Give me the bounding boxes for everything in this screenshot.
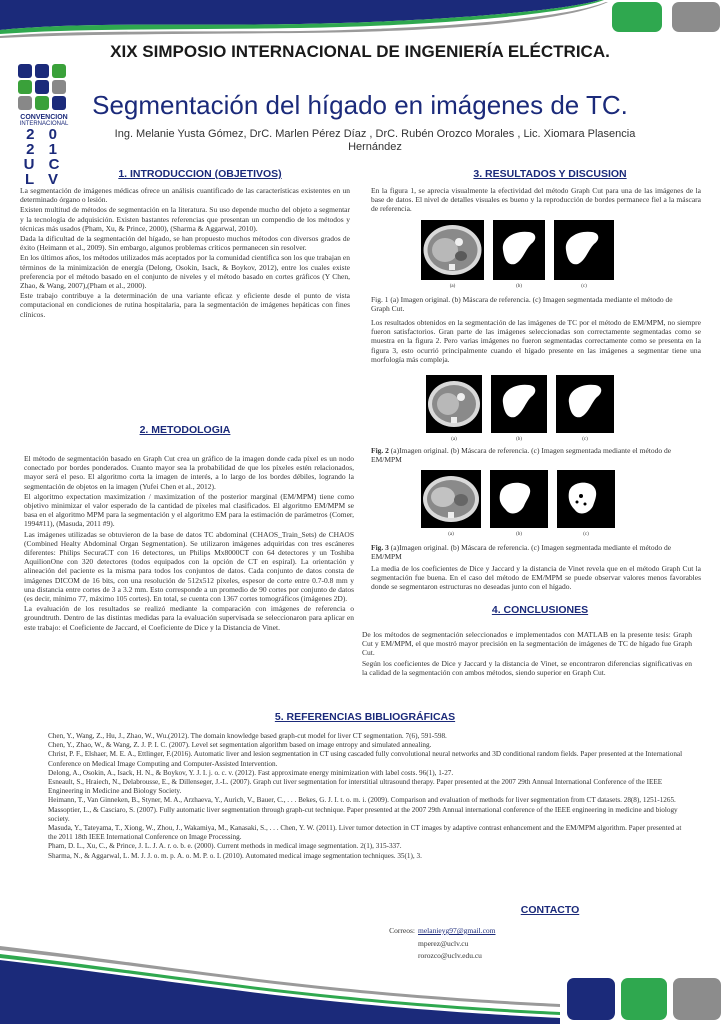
method-paragraph: El algoritmo expectation maximization / maximization of the posterior marginal (EM/MPM) tiene como objetivo minimizar el valor esperado de la cantidad de píxeles mal clasificados. El algoritmo EM/MPM se basa en el algoritmo MPM para la segmentación y el algoritmo EM para la estimación de parámetros (Comer, 1994#11), (Masuda, 2011 #9). <box>24 491 354 529</box>
reference-item: Delong, A., Osokin, A., Isack, H. N., & Boykov, Y. J. I. j. o. c. v. (2012). Fast approximate energy minimization with label costs. 96(1), 1-27. <box>48 768 454 777</box>
email-link[interactable]: rorozco@uclv.edu.cu <box>418 951 482 960</box>
figure-label: (c) <box>582 437 588 442</box>
conference-title: XIX SIMPOSIO INTERNACIONAL DE INGENIERÍA ELÉCTRICA. <box>110 42 610 61</box>
figure-3a-ct-image <box>421 470 481 537</box>
results-heading: 3. RESULTADOS Y DISCUSION <box>473 168 627 180</box>
contact-row <box>370 925 670 938</box>
method-paragraph: Las imágenes utilizadas se obtuvieron de la base de datos TC abdominal (CHAOS_Train_Sets) de CHAOS (Combined Healty Abdominal Organ Segmentation). Se utilizaron imágenes adquiridas con tres escáneres diferentes: Philips SecuraCT con 16 detectores, un Philips Mx8000CT con 64 detectores y un Toshiba AquilionOne con 320 detectores (todos equipados con la opción de CT en espiral). La orientación y alineación del paciente es la misma para todos los conjuntos de datos. Cada conjunto de datos consta de imágenes DICOM de 16 bits, con una resolución de 512x512 píxeles, espesor de corte entre 0.7-0.8 mm y una distancia entre cortes de 3 a 3.2 mm. Esto corresponde a un promedio de 90 cortes por conjunto de datos (es decir, mínimo 77, máximo 105 cortes). En total, se cuenta con 1367 cortes tomográficos (imágenes 2D). <box>24 529 354 604</box>
figure-1c-segmented <box>554 220 614 289</box>
email-link[interactable]: melanieyg97@gmail.com <box>418 926 496 935</box>
liver-segmented-graphic <box>557 470 615 528</box>
contact-row <box>370 950 670 963</box>
reference-item: Masuda, Y., Tateyama, T., Xiong, W., Zhou, J., Wakamiya, M., Kanasaki, S., . . . Chen, Y. W. (2011). Liver tumor detection in CT images by adaptive contrast enhancement and the EM/MPM algorithm. Paper presented at the 2011 18th IEEE International Conference on Image Processing. <box>48 824 682 842</box>
logo-tile <box>35 80 49 94</box>
reference-item: Christ, P. F., Elshaer, M. E. A., Ettlinger, F.(2016). Automatic liver and lesion segmentation in CT using cascaded fully convolutional neural networks and 3D conditional random fields. Paper presented at the International Conference on Medical Image Computing and Computer-Assisted Intervention. <box>48 750 683 768</box>
intro-paragraph: En los últimos años, los métodos utilizados más aceptados por la comunidad científica son los que trabajan en términos de la minimización de energía (Delong, Osokin, Isack, & Boykov, 2012), entre los cuales existe preferencia por el método basado en el conjunto de niveles y el método basado en cortes gráficos (Y Chen, Zhao, & Wang, 2007),(Pham et al., 2000). <box>20 253 350 291</box>
figure-1-caption: Fig. 1 (a) Imagen original. (b) Máscara de referencia. (c) Imagen segmentada mediante el método de Graph Cut. <box>371 295 673 313</box>
method-body <box>24 454 354 633</box>
results-paragraph-3: La media de los coeficientes de Dice y Jaccard y la distancia de Vinet revela que en el método Graph Cut la segmentación fue buena. En el caso del método de EM/MPM se puede observar valores menos favorables donde se segmentaron estructuras no deseadas junto con el hígado. <box>371 564 701 592</box>
liver-mask-graphic <box>491 375 547 433</box>
figure-label: (a) <box>451 437 457 442</box>
figure-label: (b) <box>516 437 522 442</box>
figure-1 <box>421 220 614 289</box>
contact-label: Correos: <box>389 926 415 935</box>
logo-year: 2 0 2 1 <box>26 126 62 158</box>
figure-3-caption-label: Fig. 3 <box>371 543 389 552</box>
reference-item: Massoptier, L., & Casciaro, S. (2007). Fully automatic liver segmentation through graph-cut technique. Paper presented at the 2007 29th Annual international conference of the IEEE engineering in medicine and biology society. <box>48 805 678 823</box>
contact-row <box>370 938 670 951</box>
liver-segmented-graphic <box>556 375 614 433</box>
intro-body <box>20 186 350 320</box>
results-paragraph-1: En la figura 1, se aprecia visualmente la efectividad del método Graph Cut para una de las imágenes de la base de datos. El nivel de detalles visuales es bueno y la reproducción de bordes permanece fiel a la máscara de referencia. <box>371 186 701 214</box>
figure-3c-segmented <box>557 470 615 537</box>
reference-item: Chen, Y., Zhao, W., & Wang, Z. J. P. I. C. (2007). Level set segmentation algorithm based on image entropy and simulated annealing. <box>48 741 432 750</box>
figure-label: (c) <box>583 532 589 537</box>
results-paragraph-2: Los resultados obtenidos en la segmentación de las imágenes de TC por el método de EM/MPM, no siempre fueron satisfactorios. Gran parte de las imágenes seleccionadas son correctamente segmentadas como se muestra en la figura 2. Pero varias imágenes no fueron segmentadas correctamente como se presenta en la figura 3, esto ocurrió principalmente cuando el hígado presente en las imágenes a segmentar tiene una morfología más compleja. <box>371 318 701 364</box>
intro-heading: 1. INTRODUCCION (OBJETIVOS) <box>118 168 282 180</box>
top-gray-square <box>672 2 720 32</box>
figure-label: (a) <box>449 284 456 289</box>
reference-item: Esneault, S., Hraiech, N., Delabrousse, E., & Dillenseger, J.-L. (2007). Graph cut liver segmentation for interstitial ultrasound therapy. Paper presented at the 2007 29th Annual International Conference of the IEEE Engineering in Medicine and Biology Society. <box>48 778 663 796</box>
poster-title: Segmentación del hígado en imágenes de TC. <box>92 90 628 120</box>
figure-2b-mask <box>491 375 547 442</box>
figure-2a-ct-image <box>426 375 482 442</box>
method-paragraph: El método de segmentación basado en Graph Cut crea un gráfico de la imagen donde cada píxel es un nodo conectado por bordes ponderados. Cuanto mayor sea la probabilidad de que los píxeles estén relacionados, mayor será el peso. El algoritmo corta la imagen de interés, a lo largo de los bordes débiles, logrando la segmentación de objetos en la imagen (Yufei Chen et al., 2012). <box>24 454 354 491</box>
figure-3 <box>421 470 615 537</box>
bottom-gray-square <box>673 978 721 1020</box>
intro-paragraph: Este trabajo contribuye a la determinación de una variante eficaz y eficiente desde el punto de vista computacional en condiciones de rutina hospitalaria, para la segmentación de imágenes hepáticas con fines clínicos. <box>20 291 350 319</box>
figure-1a-ct-image <box>421 220 484 289</box>
liver-segmented-graphic <box>554 220 614 280</box>
ct-scan-graphic <box>421 220 484 280</box>
bottom-navy-square <box>567 978 615 1020</box>
figure-3b-mask <box>490 470 548 537</box>
ct-scan-graphic <box>421 470 481 528</box>
intro-paragraph: Dada la dificultad de la segmentación del hígado, se han propuesto muchos métodos con diversos grados de éxito (Heimann et al., 2009). Sin embargo, algunos problemas críticos permanecen sin resolver. <box>20 234 350 253</box>
method-heading: 2. METODOLOGIA <box>139 424 231 436</box>
logo-tile <box>35 96 49 110</box>
logo-tile <box>35 64 49 78</box>
logo-line2: INTERNACIONAL <box>19 121 69 127</box>
figure-2c-segmented <box>556 375 614 442</box>
logo-tile <box>52 64 66 78</box>
logo-tile <box>18 96 32 110</box>
logo-university: U C L V <box>23 156 65 188</box>
reference-item: Sharma, N., & Aggarwal, L. M. J. J. o. m. p. A. o. M. P. o. I. (2010). Automated medical image segmentation techniques. 35(1), 3. <box>48 851 422 860</box>
logo-line1: CONVENCION <box>20 114 68 121</box>
liver-mask-graphic <box>493 220 545 280</box>
figure-label: (c) <box>581 284 587 289</box>
bottom-green-square <box>621 978 667 1020</box>
contact-spacer <box>370 938 418 951</box>
figure-3-caption <box>371 543 701 561</box>
contact-heading: CONTACTO <box>520 904 580 916</box>
figure-label: (b) <box>516 532 522 537</box>
figure-2 <box>426 375 614 442</box>
figure-label: (b) <box>516 284 522 289</box>
conclusions-paragraph: De los métodos de segmentación seleccionados e implementados con MATLAB en la presente tesis: Graph Cut y EM/MPM, el que mostró mayor precisión en la segmentación de imágenes de TC de hígado fue Graph Cut. <box>362 630 692 658</box>
figure-2-caption <box>371 446 701 464</box>
authors: Ing. Melanie Yusta Gómez, DrC. Marlen Pérez Díaz , DrC. Rubén Orozco Morales , Lic. Xiomara Plasencia Hernández <box>114 128 636 153</box>
figure-2-caption-label: Fig. 2 <box>371 446 389 455</box>
liver-mask-graphic <box>490 470 548 528</box>
email-link[interactable]: mperez@uclv.cu <box>418 938 469 948</box>
conclusions-body <box>362 630 692 678</box>
top-green-square <box>612 2 662 32</box>
figure-label: (a) <box>448 532 454 537</box>
contact-block <box>370 925 670 963</box>
logo-tile <box>18 64 32 78</box>
conclusions-heading: 4. CONCLUSIONES <box>491 604 589 616</box>
references-heading: 5. REFERENCIAS BIBLIOGRÁFICAS <box>274 711 456 723</box>
figure-1b-mask <box>493 220 545 289</box>
reference-item: Pham, D. L., Xu, C., & Prince, J. L. J. A. r. o. b. e. (2000). Current methods in medical image segmentation. 2(1), 315-337. <box>48 842 402 851</box>
contact-spacer <box>370 950 418 963</box>
reference-item: Chen, Y., Wang, Z., Hu, J., Zhao, W., Wu.(2012). The domain knowledge based graph-cut model for liver CT segmentation. 7(6), 591-598. <box>48 732 447 740</box>
method-paragraph: La evaluación de los resultados se realizó mediante la comparación con imágenes de referencia o groundtruth. Dentro de las distintas medidas para la evaluación supervisada se seleccionaron para aplicar en este trabajo: el Coeficiente de Jaccard, el Coeficiente de Dice y la Distancia de Vinet. <box>24 604 354 632</box>
conclusions-paragraph: Según los coeficientes de Dice y Jaccard y la distancia de Vinet, se encontraron diferencias significativas en la calidad de la segmentación con ambos métodos, siendo superior en Graph Cut. <box>362 658 692 677</box>
references-list <box>48 732 688 861</box>
logo-tile <box>18 80 32 94</box>
intro-paragraph: Existen multitud de métodos de segmentación en la literatura. Su uso depende mucho del objeto a segmentar y la tecnología de adquisición. Existen bastantes referencias que presentan un compendio de los métodos y técnicas más usados (Pham, Xu, & Prince, 2000), (Sharma & Aggarwal, 2010). <box>20 205 350 233</box>
ct-scan-graphic <box>426 375 482 433</box>
intro-paragraph: La segmentación de imágenes médicas ofrece un análisis cuantificado de las características existentes en un determinado órgano o lesión. <box>20 186 350 205</box>
figure-2-caption-text: (a)Imagen original. (b) Máscara de referencia. (c) Imagen segmentada mediante el método de EM/MPM <box>371 446 672 464</box>
figure-3-caption-text: (a)Imagen original. (b) Máscara de referencia. (c) Imagen segmentada mediante el método de EM/MPM <box>371 543 672 561</box>
reference-item: Heimann, T., Van Ginneken, B., Styner, M. A., Arzhaeva, Y., Aurich, V., Bauer, C., . . . Bekes, G. J. I. t. o. m. i. (2009). Comparison and evaluation of methods for liver segmentation from CT datasets. 28(8), 1251-1265. <box>48 796 676 805</box>
